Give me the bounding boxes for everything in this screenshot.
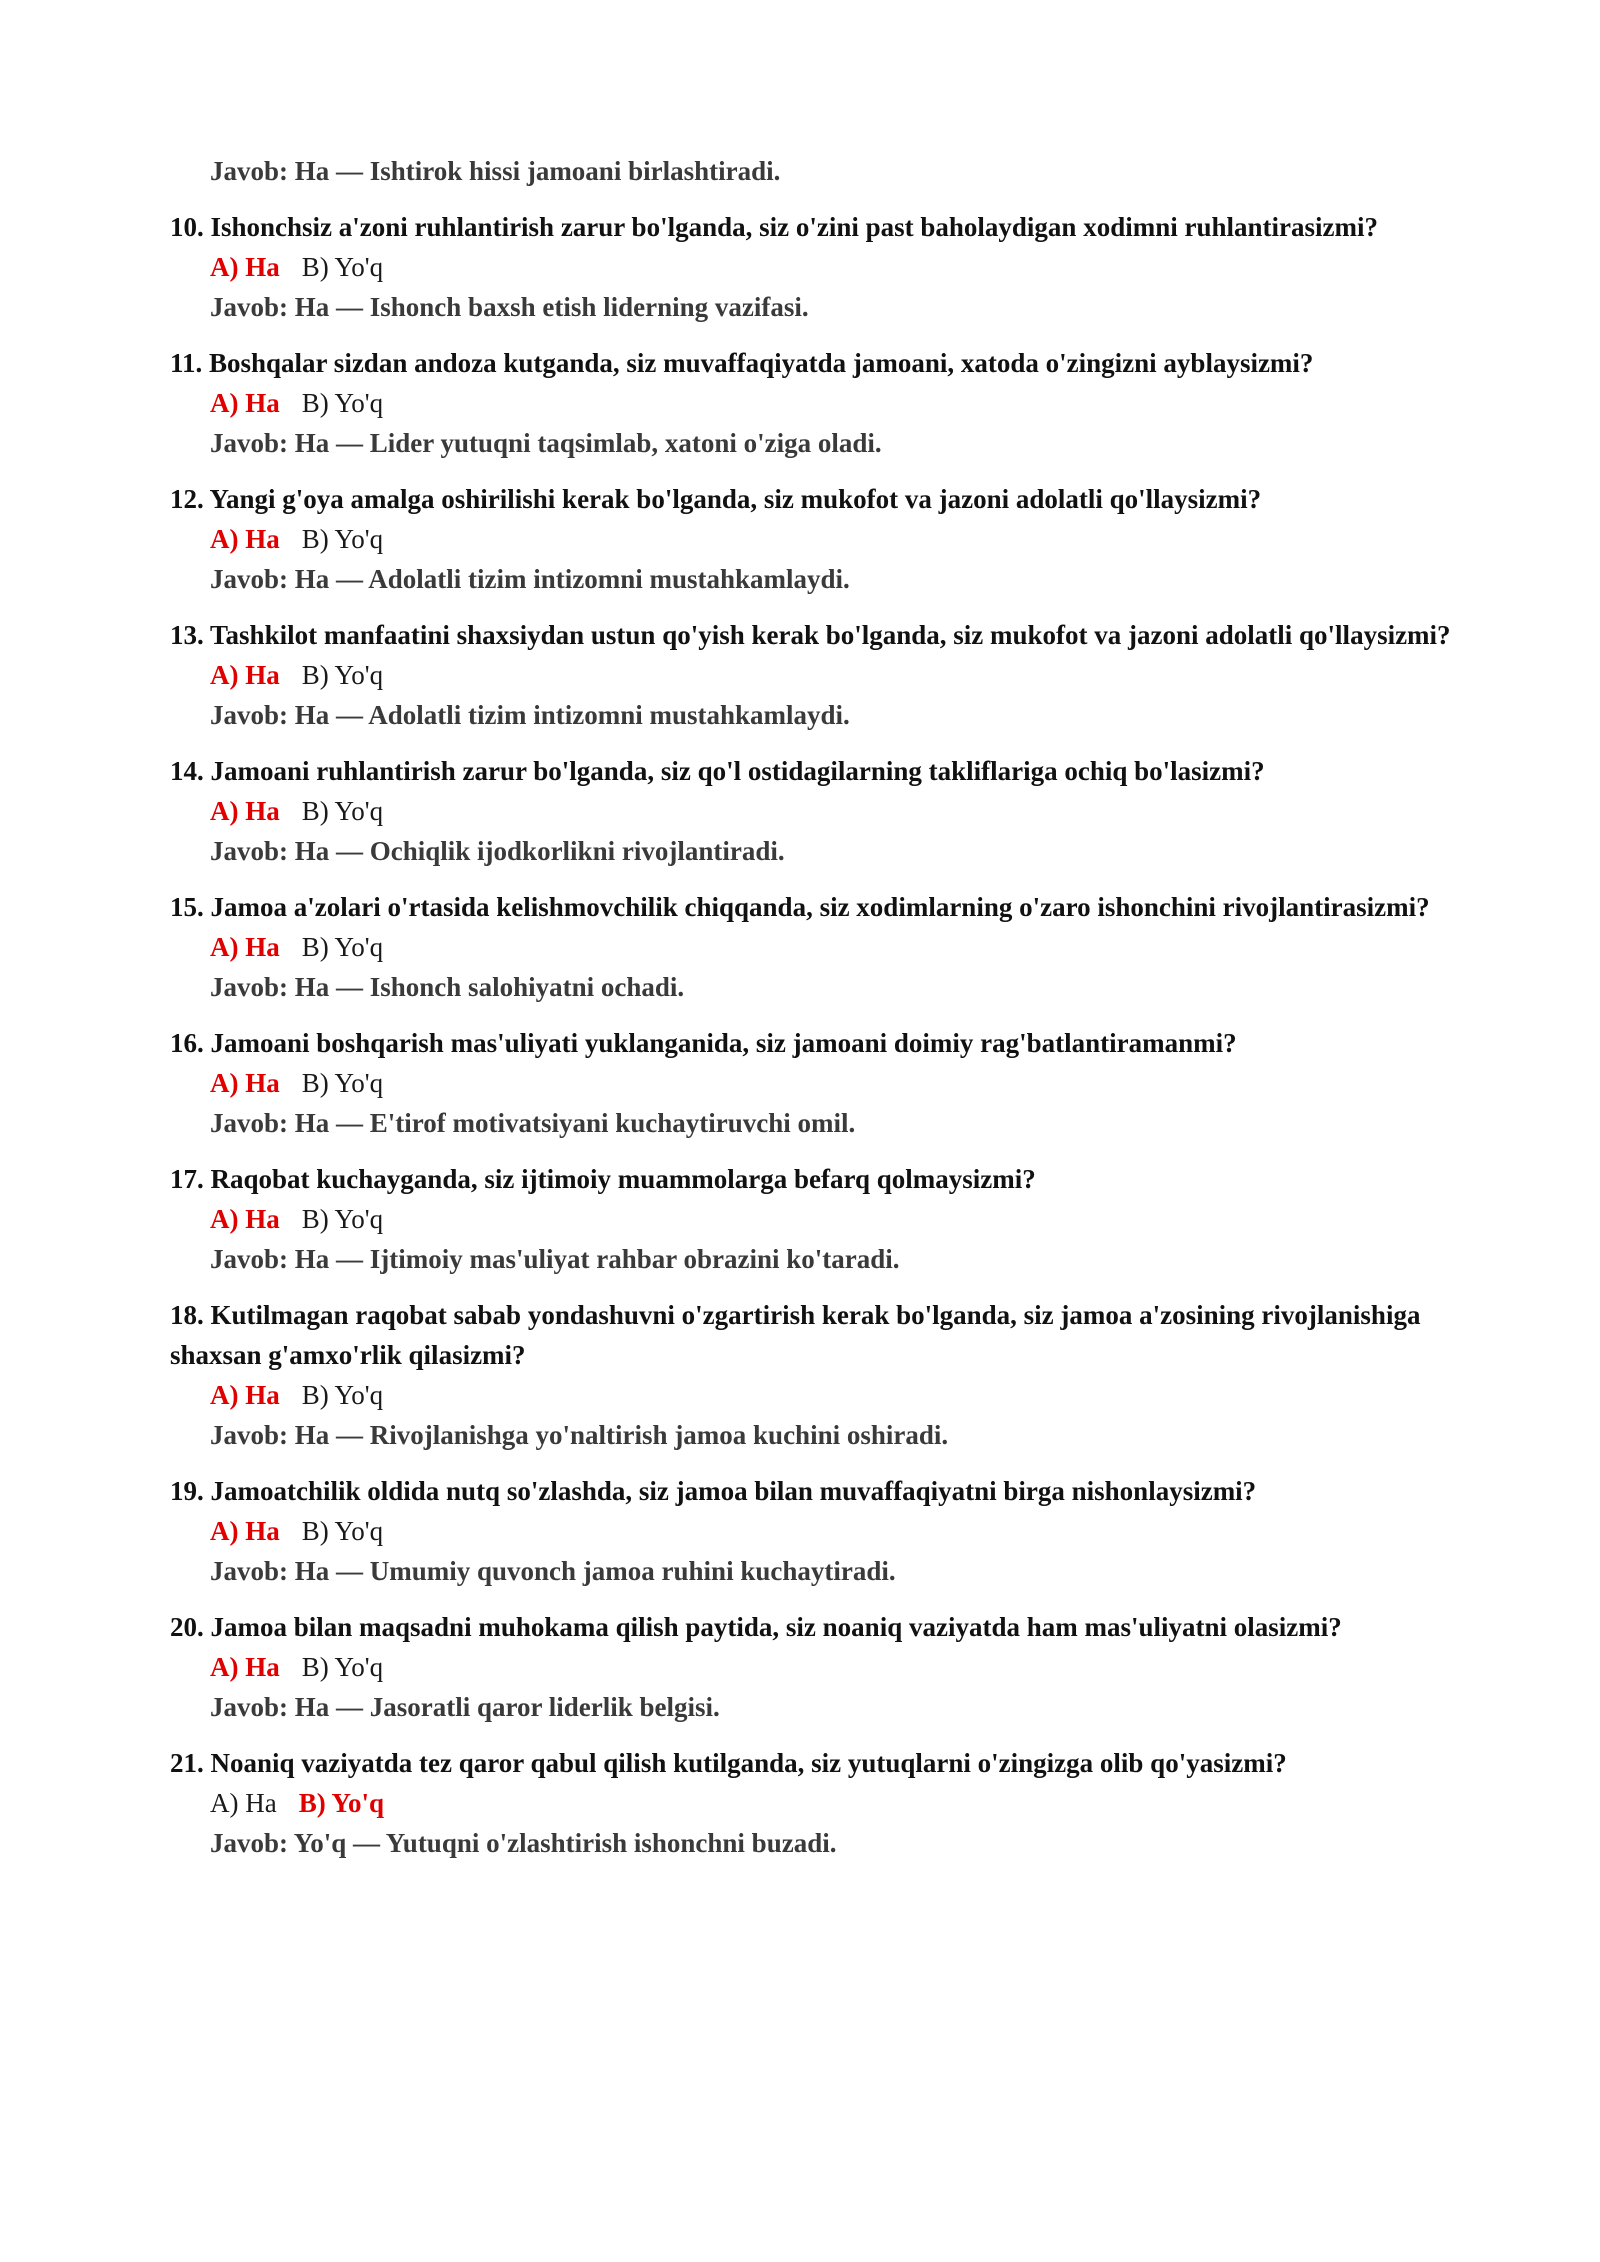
question-block [170,479,1460,599]
answer-line: Javob: Ha — Ijtimoiy mas'uliyat rahbar obrazini ko'taradi. [210,1244,900,1274]
question-block [170,343,1460,463]
question-text: 11. Boshqalar sizdan andoza kutganda, siz muvaffaqiyatda jamoani, xatoda o'zingizni ayblaysizmi? [170,348,1314,378]
question-text: 10. Ishonchsiz a'zoni ruhlantirish zarur bo'lganda, siz o'zini past baholaydigan xodimni ruhlantirasizmi? [170,212,1378,242]
question-text: 12. Yangi g'oya amalga oshirilishi kerak bo'lganda, siz mukofot va jazoni adolatli qo'llaysizmi? [170,484,1262,514]
option-a[interactable]: A) Ha [210,1204,280,1234]
option-a[interactable]: A) Ha [210,660,280,690]
question-block [170,751,1460,871]
answer-line: Javob: Ha — Adolatli tizim intizomni mustahkamlaydi. [210,700,850,730]
question-block [170,615,1460,735]
option-b[interactable]: B) Yo'q [298,1788,385,1818]
question-text: 20. Jamoa bilan maqsadni muhokama qilish paytida, siz noaniq vaziyatda ham mas'uliyatni olasizmi? [170,1612,1342,1642]
option-b[interactable]: B) Yo'q [301,796,384,826]
question-block [170,887,1460,1007]
question-block [170,1159,1460,1279]
answer-line: Javob: Ha — Ishonch salohiyatni ochadi. [210,972,685,1002]
options-row [170,247,1460,287]
options-row [170,655,1460,695]
question-text: 13. Tashkilot manfaatini shaxsiydan ustun qo'yish kerak bo'lganda, siz mukofot va jazoni adolatli qo'llaysizmi? [170,620,1451,650]
question-block [170,1471,1460,1591]
option-a[interactable]: A) Ha [210,796,280,826]
question-text: 19. Jamoatchilik oldida nutq so'zlashda, siz jamoa bilan muvaffaqiyatni birga nishonlaysizmi? [170,1476,1257,1506]
answer-line-9: Javob: Ha — Ishtirok hissi jamoani birlashtiradi. [210,156,781,186]
question-text: 14. Jamoani ruhlantirish zarur bo'lganda, siz qo'l ostidagilarning takliflariga ochiq bo'lasizmi? [170,756,1265,786]
options-row [170,1063,1460,1103]
option-a[interactable]: A) Ha [210,524,280,554]
answer-line: Javob: Ha — Ishonch baxsh etish liderning vazifasi. [210,292,809,322]
question-text: 18. Kutilmagan raqobat sabab yondashuvni o'zgartirish kerak bo'lganda, siz jamoa a'zosining rivojlanishiga shaxsan g'amxo'rlik qilasizmi? [170,1300,1421,1370]
option-a[interactable]: A) Ha [210,1068,280,1098]
question-block [170,1023,1460,1143]
answer-line: Javob: Ha — Umumiy quvonch jamoa ruhini kuchaytiradi. [210,1556,896,1586]
options-row [170,1375,1460,1415]
answer-line: Javob: Ha — Jasoratli qaror liderlik belgisi. [210,1692,720,1722]
question-block [170,1295,1460,1455]
option-b[interactable]: B) Yo'q [301,1204,384,1234]
option-a[interactable]: A) Ha [210,1652,280,1682]
option-a[interactable]: A) Ha [210,252,280,282]
option-a[interactable]: A) Ha [210,1516,280,1546]
option-a[interactable]: A) Ha [210,1788,277,1818]
question-block [170,207,1460,327]
question-text: 21. Noaniq vaziyatda tez qaror qabul qilish kutilganda, siz yutuqlarni o'zingizga olib qo'yasizmi? [170,1748,1287,1778]
options-row [170,1647,1460,1687]
option-b[interactable]: B) Yo'q [301,1516,384,1546]
option-b[interactable]: B) Yo'q [301,932,384,962]
options-row [170,1511,1460,1551]
question-text: 16. Jamoani boshqarish mas'uliyati yuklanganida, siz jamoani doimiy rag'batlantiramanmi? [170,1028,1237,1058]
question-block [170,1607,1460,1727]
option-b[interactable]: B) Yo'q [301,524,384,554]
options-row [170,383,1460,423]
options-row [170,791,1460,831]
option-b[interactable]: B) Yo'q [301,252,384,282]
option-a[interactable]: A) Ha [210,388,280,418]
option-b[interactable]: B) Yo'q [301,1652,384,1682]
answer-line: Javob: Ha — Rivojlanishga yo'naltirish jamoa kuchini oshiradi. [210,1420,949,1450]
question-text: 15. Jamoa a'zolari o'rtasida kelishmovchilik chiqqanda, siz xodimlarning o'zaro ishonchini rivojlantirasizmi? [170,892,1430,922]
answer-line: Javob: Ha — Ochiqlik ijodkorlikni rivojlantiradi. [210,836,785,866]
answer-line: Javob: Ha — Lider yutuqni taqsimlab, xatoni o'ziga oladi. [210,428,882,458]
question-block [170,1743,1460,1863]
option-b[interactable]: B) Yo'q [301,388,384,418]
option-a[interactable]: A) Ha [210,1380,280,1410]
quiz-content [170,151,1460,1863]
question-text: 17. Raqobat kuchayganda, siz ijtimoiy muammolarga befarq qolmaysizmi? [170,1164,1036,1194]
options-row [170,1783,1460,1823]
option-b[interactable]: B) Yo'q [301,660,384,690]
option-a[interactable]: A) Ha [210,932,280,962]
options-row [170,927,1460,967]
options-row [170,1199,1460,1239]
option-b[interactable]: B) Yo'q [301,1068,384,1098]
options-row [170,519,1460,559]
answer-line: Javob: Ha — E'tirof motivatsiyani kuchaytiruvchi omil. [210,1108,856,1138]
answer-line: Javob: Ha — Adolatli tizim intizomni mustahkamlaydi. [210,564,850,594]
option-b[interactable]: B) Yo'q [301,1380,384,1410]
answer-line: Javob: Yo'q — Yutuqni o'zlashtirish ishonchni buzadi. [210,1828,837,1858]
